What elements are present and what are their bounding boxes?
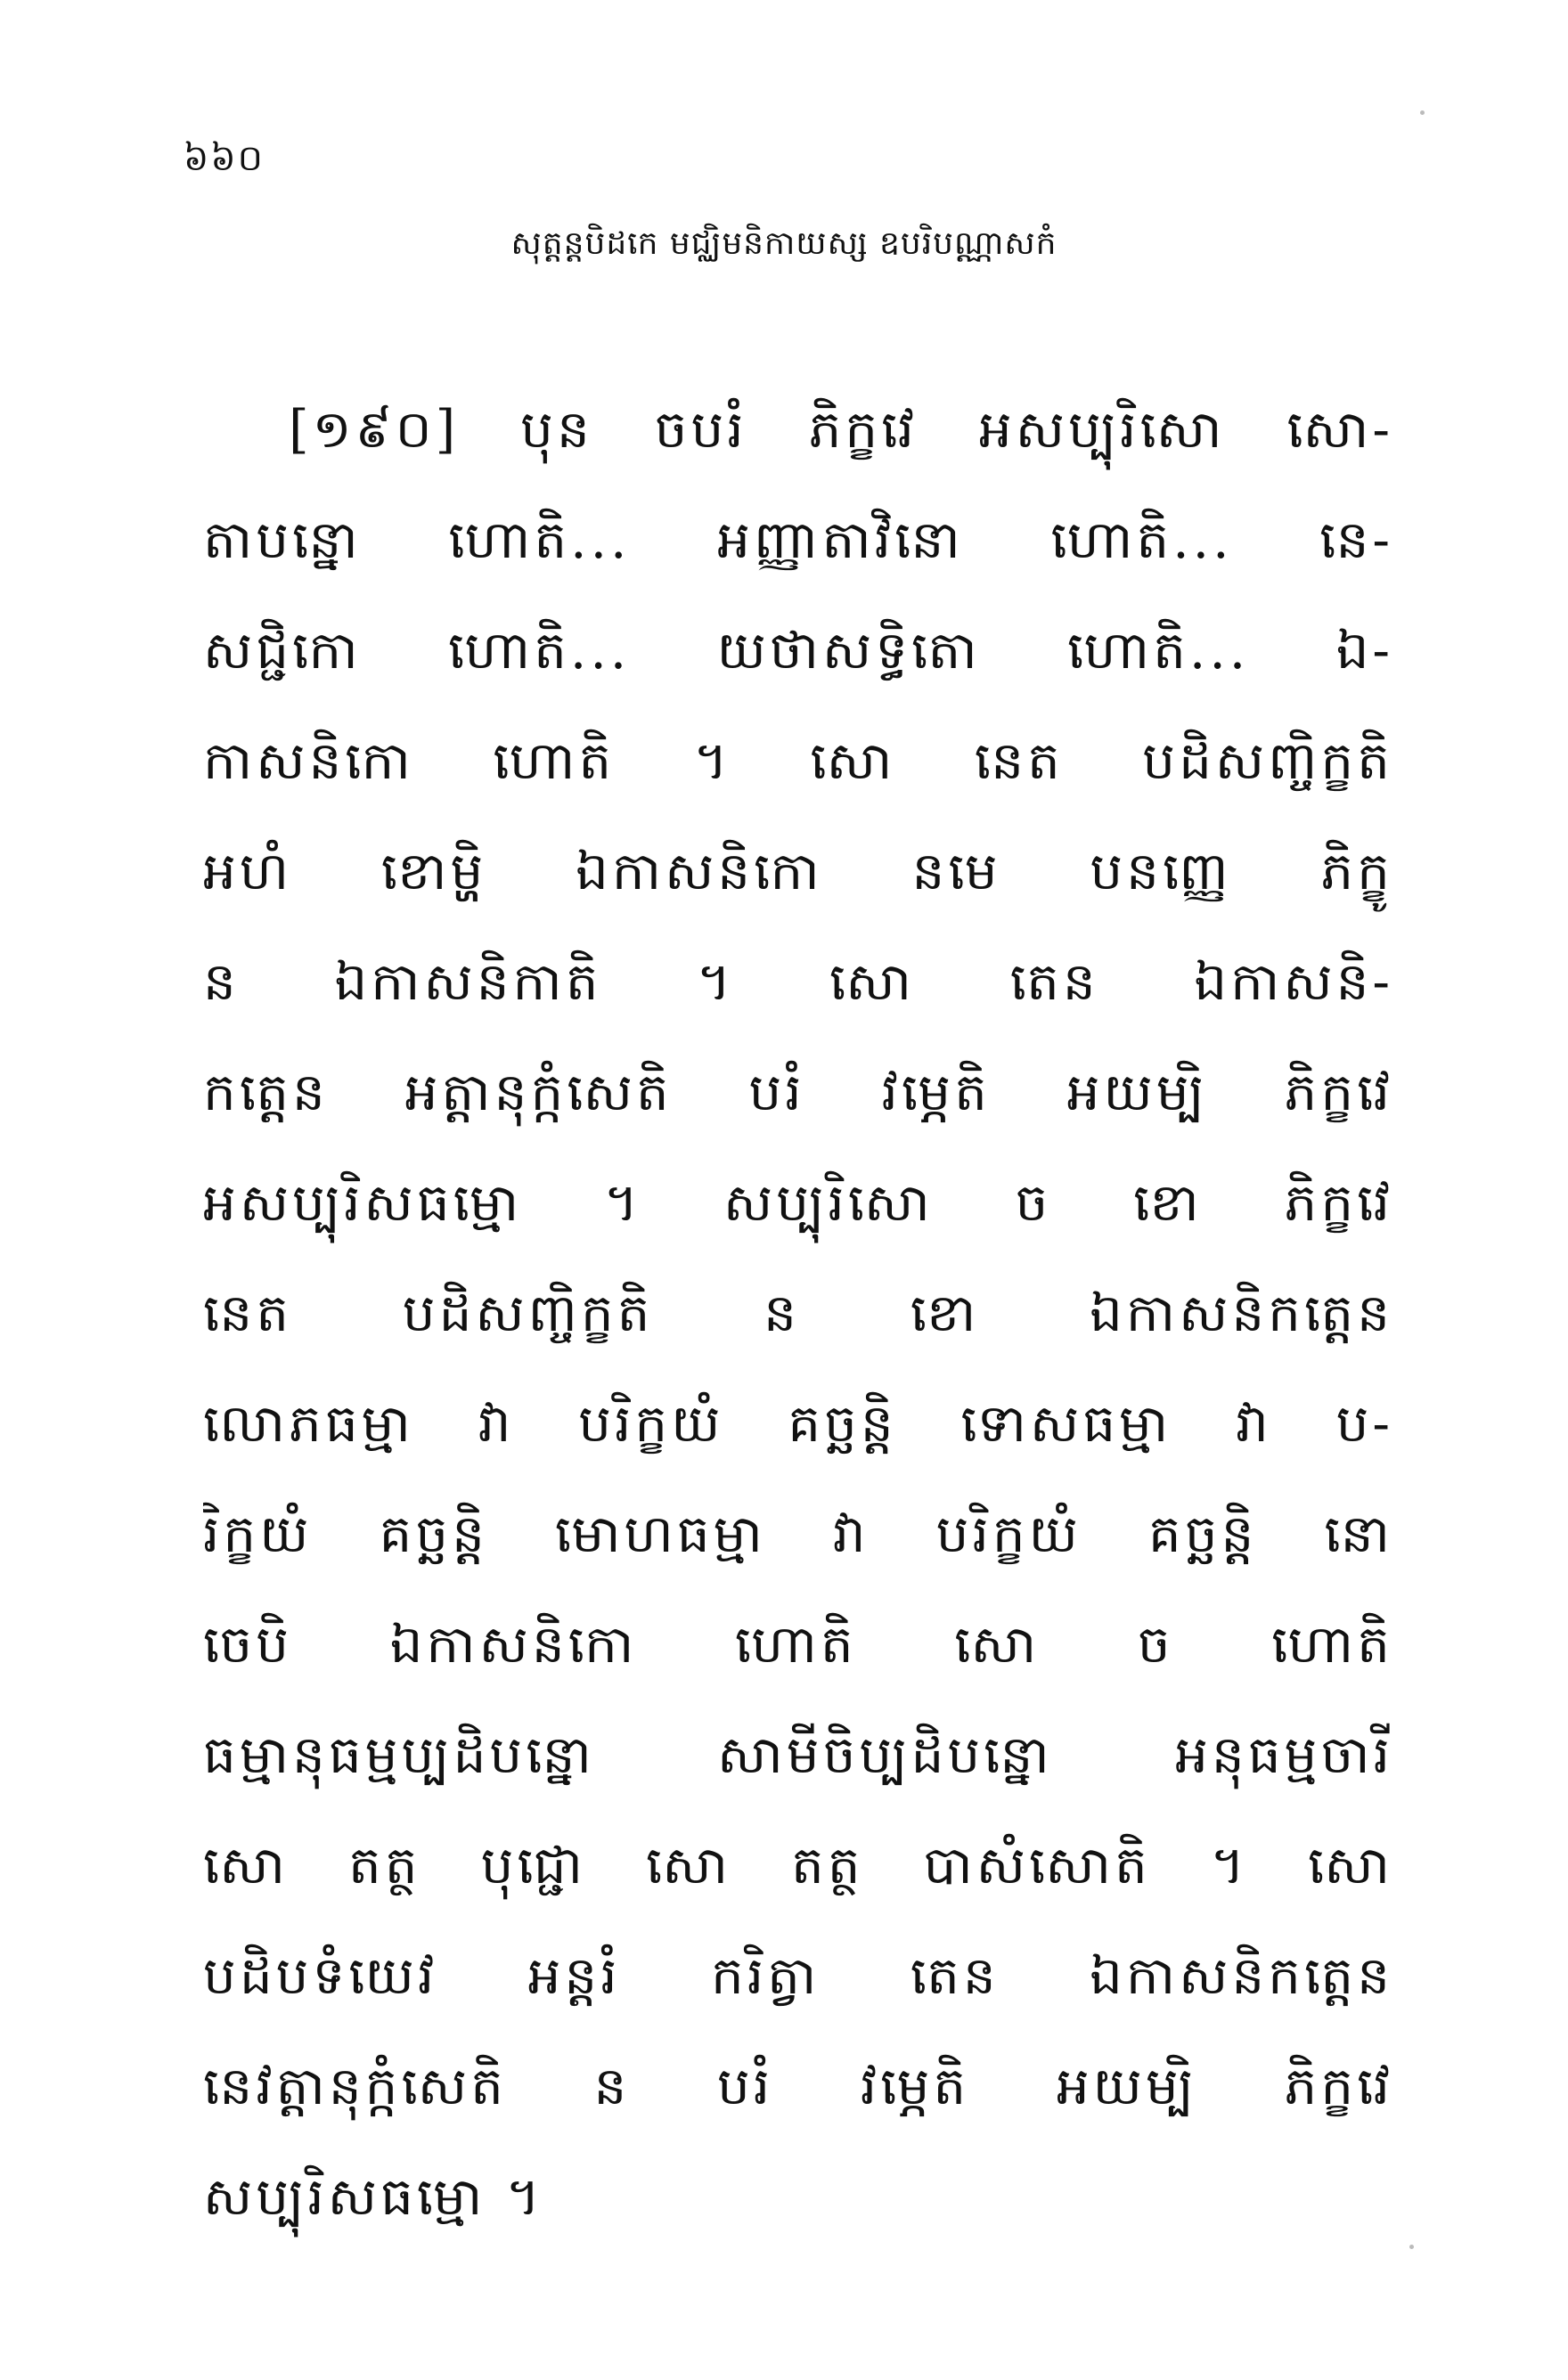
body-text — [203, 374, 1393, 2252]
text-line: ចេបិ ឯកាសនិកោ ហោតិ សោ ច ហោតិ — [203, 1614, 1393, 1675]
text-line: [១៩០] បុន ចបរំ ភិក្ខវេ អសប្បុរិសោ សោ- — [289, 399, 1393, 460]
text-line: សជ្ជិកោ ហោតិ... យថាសទ្ធិតោ ហោតិ... ឯ- — [203, 620, 1393, 681]
text-line: កាសនិកោ ហោតិ ។ សោ នេត បដិសញ្ចិក្ខតិ — [203, 730, 1393, 791]
scan-speck — [1409, 2245, 1414, 2249]
running-header: សុត្តន្តបិដកេ មជ្ឈិមនិកាយស្ស ឧបរិបណ្ណាសកំ — [510, 225, 1058, 262]
text-line: ធម្មានុធម្មប្បដិបន្នោ សាមីចិប្បដិបន្នោ អនុធម្មចារី — [203, 1724, 1393, 1785]
text-line: នេវត្តានុក្កំសេតិ ន បរំ វម្ភេតិ អយម្បិ ភិក្ខវេ — [203, 2056, 1393, 2116]
page-number: ៦៦០ — [184, 138, 265, 179]
text-line: កត្តេន អត្តានុក្កំសេតិ បរំ វម្ភេតិ អយម្បិ ភិក្ខវេ — [203, 1062, 1393, 1122]
text-line: តាបន្នោ ហោតិ... អញ្ញាតាវិនោ ហោតិ... នេ- — [203, 509, 1393, 570]
text-line: នេត បដិសញ្ចិក្ខតិ ន ខោ ឯកាសនិកត្តេន — [203, 1283, 1393, 1343]
text-line: អហំ ខោម្ហិ ឯកាសនិកោ នមេ បនញ្ញេ ភិក្ខូ — [203, 841, 1393, 901]
text-line: សោ តត្ថ បុជ្ជោ សោ តត្ថ បាសំសោតិ ។ សោ — [203, 1835, 1393, 1895]
text-line: ន ឯកាសនិកាតិ ។ សោ តេន ឯកាសនិ- — [203, 951, 1393, 1012]
text-line: រិក្ខយំ គច្ឆន្តិ មោហធម្មា វា បរិក្ខយំ គច្ឆន្តិ នោ — [203, 1504, 1393, 1564]
text-line: បដិបទំយេវ អន្តរំ ករិត្វា តេន ឯកាសនិកត្តេន — [203, 1945, 1393, 2006]
text-line: លោភធម្មា វា បរិក្ខយំ គច្ឆន្តិ ទោសធម្មា វា ប- — [203, 1393, 1393, 1454]
text-line: សប្បុរិសធម្មោ ។ — [203, 2166, 544, 2227]
text-line: អសប្បុរិសធម្មោ ។ សប្បុរិសោ ច ខោ ភិក្ខវេ — [203, 1172, 1393, 1233]
scan-speck — [1420, 110, 1425, 115]
